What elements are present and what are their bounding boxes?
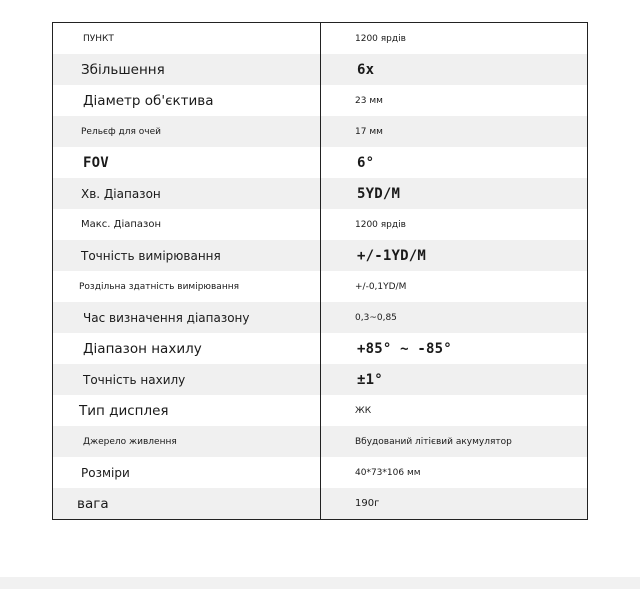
spec-label-fov: FOV bbox=[83, 154, 109, 171]
spec-label-eye-relief: Рельєф для очей bbox=[81, 126, 161, 137]
spec-value-tilt-accuracy: ±1° bbox=[357, 371, 383, 388]
spec-label-dimensions: Розміри bbox=[81, 465, 130, 480]
spec-label-power-source: Джерело живлення bbox=[83, 436, 177, 447]
spec-label-tilt-range: Діапазон нахилу bbox=[83, 340, 202, 357]
spec-value-display-type: ЖК bbox=[355, 405, 372, 416]
spec-label-max-range: Макс. Діапазон bbox=[81, 219, 162, 230]
spec-value-min-range: 5YD/M bbox=[357, 185, 401, 202]
spec-value-item: 1200 ярдів bbox=[355, 33, 406, 44]
spec-label-magnification: Збільшення bbox=[81, 61, 165, 78]
spec-table bbox=[52, 22, 588, 520]
spec-value-max-range: 1200 ярдів bbox=[355, 219, 406, 230]
spec-label-item: ПУНКТ bbox=[83, 33, 114, 44]
column-divider bbox=[320, 23, 321, 519]
spec-label-display-type: Тип дисплея bbox=[79, 402, 169, 419]
spec-value-measurement-accuracy: +/-1YD/M bbox=[357, 247, 427, 264]
spec-value-weight: 190г bbox=[355, 498, 380, 509]
spec-value-fov: 6° bbox=[357, 154, 375, 171]
spec-label-objective-diameter: Діаметр об'єктива bbox=[83, 92, 214, 109]
spec-label-weight: вага bbox=[77, 495, 109, 512]
spec-value-objective-diameter: 23 мм bbox=[355, 95, 383, 106]
spec-value-measurement-resolution: +/-0,1YD/M bbox=[355, 281, 407, 292]
spec-label-measurement-resolution: Роздільна здатність вимірювання bbox=[79, 281, 240, 292]
spec-value-dimensions: 40*73*106 мм bbox=[355, 467, 421, 478]
spec-label-ranging-time: Час визначення діапазону bbox=[83, 310, 250, 325]
spec-value-power-source: Вбудований літієвий акумулятор bbox=[355, 436, 512, 447]
spec-label-min-range: Хв. Діапазон bbox=[81, 186, 161, 201]
spec-label-tilt-accuracy: Точність нахилу bbox=[83, 372, 186, 387]
spec-value-magnification: 6x bbox=[357, 61, 375, 78]
spec-value-ranging-time: 0,3~0,85 bbox=[355, 312, 397, 323]
spec-value-tilt-range: +85° ~ -85° bbox=[357, 340, 452, 357]
spec-label-measurement-accuracy: Точність вимірювання bbox=[81, 248, 221, 263]
spec-value-eye-relief: 17 мм bbox=[355, 126, 383, 137]
